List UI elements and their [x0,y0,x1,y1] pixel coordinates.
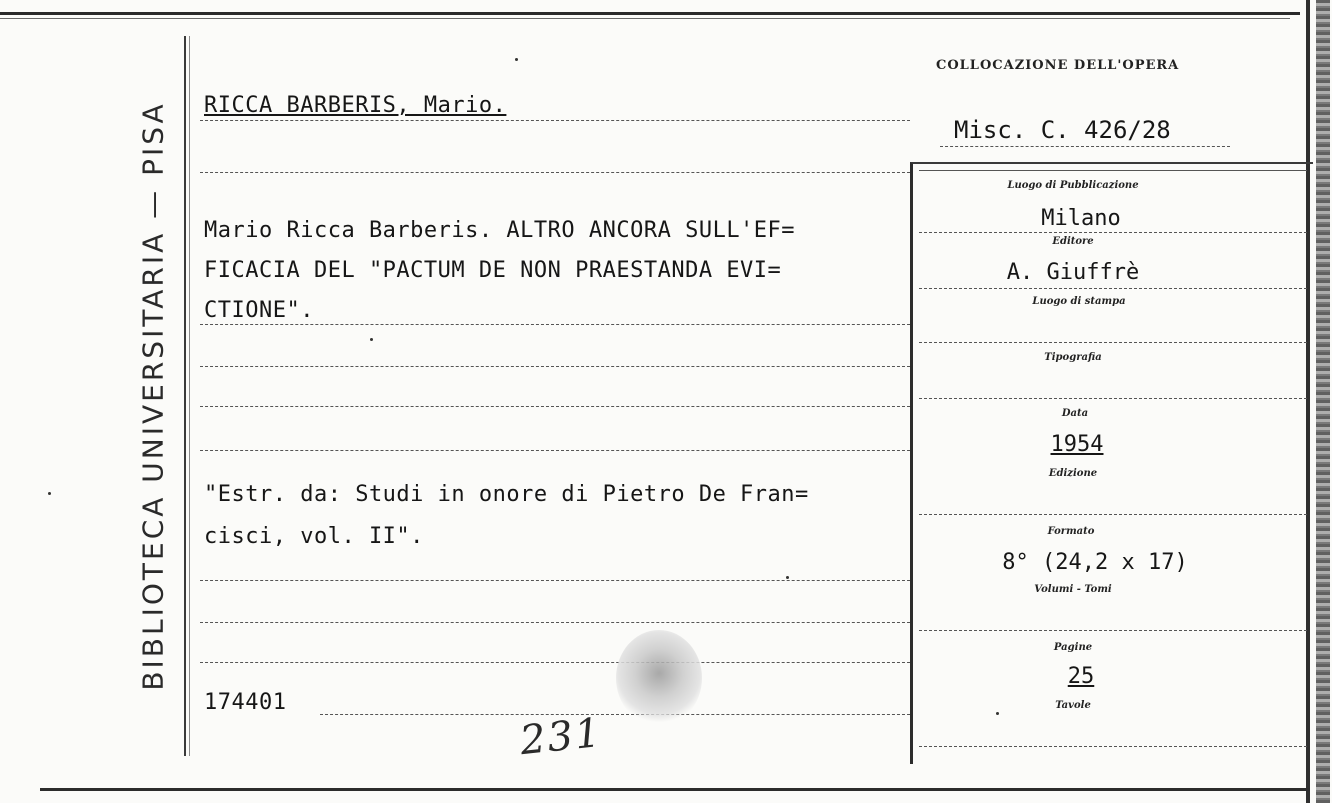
panel-line [919,398,1307,399]
ruled-line [200,622,910,623]
panel-line [919,514,1307,515]
panel-line [919,746,1307,747]
luogo-pubblicazione-value: Milano [1041,206,1121,231]
panel-line [919,170,1307,171]
tipografia-label: Tipografia [1044,352,1102,363]
ink-speck [370,338,373,341]
editore-value: A. Giuffrè [1006,260,1140,285]
volumi-label: Volumi - Tomi [1034,584,1112,595]
handwritten-number: 231 [517,709,605,765]
card-bottom-border [40,788,1310,791]
ruled-line [200,324,910,325]
ruled-line [940,146,1230,147]
card-right-edge-shadow [1316,0,1330,803]
title-line-1: Mario Ricca Barberis. ALTRO ANCORA SULL'EF= [204,218,796,243]
library-header: BIBLIOTECA UNIVERSITARIA — PISA [136,101,170,691]
ruled-line [320,714,910,715]
luogo-pubblicazione-label: Luogo di Pubblicazione [1007,180,1139,191]
panel-line [919,288,1307,289]
author-heading: RICCA BARBERIS, Mario. [204,93,507,118]
pagine-label: Pagine [1053,642,1093,653]
left-margin-rule [184,36,186,756]
shelfmark: Misc. C. 426/28 [954,116,1171,144]
ruled-line [200,580,910,581]
data-value: 1954 [1050,432,1104,457]
ink-speck [48,492,51,495]
note-line-2: cisci, vol. II". [204,524,424,549]
ruled-line [200,450,910,451]
editore-label: Editore [1052,236,1094,247]
ink-stamp [616,630,702,726]
ruled-line [200,662,910,663]
inventory-number: 174401 [204,690,287,715]
title-line-2: FICACIA DEL "PACTUM DE NON PRAESTANDA EVI= [204,258,782,283]
tavole-label: Tavole [1055,700,1091,711]
ink-speck [515,58,518,61]
collocazione-label: COLLOCAZIONE DELL'OPERA [936,58,1180,73]
left-margin-rule-inner [189,36,190,756]
luogo-stampa-label: Luogo di stampa [1032,296,1126,307]
ruled-line [200,406,910,407]
title-line-3: CTIONE". [204,298,314,323]
ruled-line [200,172,910,173]
panel-line [919,342,1307,343]
card-top-border [0,12,1300,15]
ruled-line [200,120,910,121]
ruled-line [200,366,910,367]
card-top-border-inner [0,18,1290,19]
bibliographic-details-panel [910,162,1313,764]
ink-speck [996,712,999,715]
pagine-value: 25 [1067,664,1095,689]
ink-speck [786,576,789,579]
panel-line [919,232,1307,233]
panel-line [919,630,1307,631]
formato-label: Formato [1047,526,1095,537]
formato-value: 8° (24,2 x 17) [1002,550,1188,575]
data-label: Data [1061,408,1089,419]
note-line-1: "Estr. da: Studi in onore di Pietro De Fran= [204,482,809,507]
edizione-label: Edizione [1048,468,1098,479]
